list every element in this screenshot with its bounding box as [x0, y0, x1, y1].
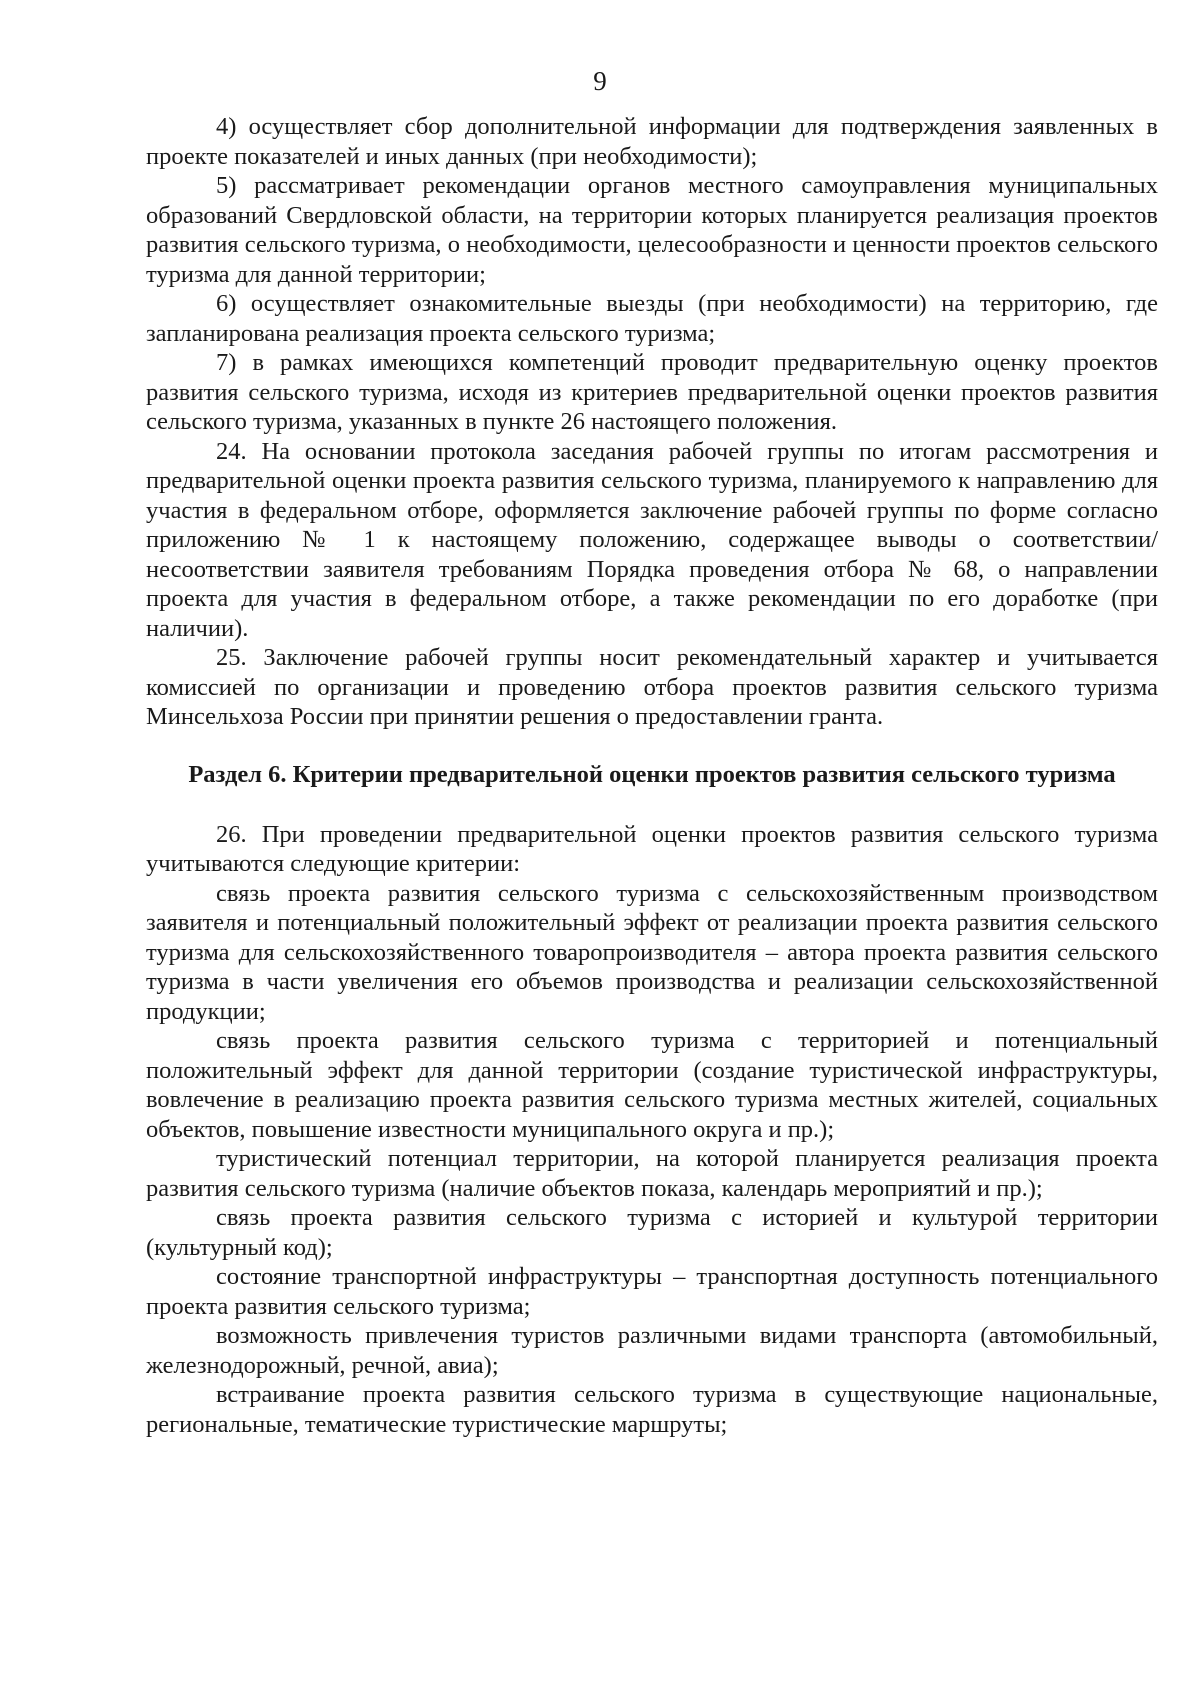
criterion-territory-link: связь проекта развития сельского туризма с территорией и потенциальный положительный эффект для данной территории (создание туристической инфраструктуры, вовлечение в реализацию проекта развития сельского туризма местных жителей, социальных объектов, повышение известности муниципального округа и пр.); [146, 1027, 1158, 1143]
paragraph-clause-26: 26. При проведении предварительной оценки проектов развития сельского туризма учитываются следующие критерии: [146, 820, 1158, 877]
criterion-transport-access: возможность привлечения туристов различными видами транспорта (автомобильный, железнодорожный, речной, авиа); [146, 1322, 1158, 1379]
document-body [146, 112, 1158, 1439]
criterion-transport-infrastructure: состояние транспортной инфраструктуры – транспортная доступность потенциального проекта развития сельского туризма; [146, 1263, 1158, 1320]
paragraph-item-5: 5) рассматривает рекомендации органов местного самоуправления муниципальных образований Свердловской области, на территории которых планируется реализация проектов развития сельского туризма, о необходимости, целесообразности и ценности проектов сельского туризма для данной территории; [146, 172, 1158, 288]
paragraph-item-6: 6) осуществляет ознакомительные выезды (при необходимости) на территорию, где запланирована реализация проекта сельского туризма; [146, 290, 1158, 347]
criterion-routes-integration: встраивание проекта развития сельского туризма в существующие национальные, региональные, тематические туристические маршруты; [146, 1381, 1158, 1438]
criterion-tourist-potential: туристический потенциал территории, на которой планируется реализация проекта развития сельского туризма (наличие объектов показа, календарь мероприятий и пр.); [146, 1145, 1158, 1202]
paragraph-item-7: 7) в рамках имеющихся компетенций проводит предварительную оценку проектов развития сельского туризма, исходя из критериев предварительной оценки проектов развития сельского туризма, указанных в пункте 26 настоящего положения. [146, 349, 1158, 435]
paragraph-item-4: 4) осуществляет сбор дополнительной информации для подтверждения заявленных в проекте показателей и иных данных (при необходимости); [146, 113, 1158, 170]
criterion-agricultural-link: связь проекта развития сельского туризма с сельскохозяйственным производством заявителя и потенциальный положительный эффект от реализации проекта развития сельского туризма для сельскохозяйственного товаропроизводителя – автора проекта развития сельского туризма в части увеличения его объемов производства и реализации сельскохозяйственной продукции; [146, 879, 1158, 1025]
criterion-history-culture: связь проекта развития сельского туризма с историей и культурой территории (культурный код); [146, 1204, 1158, 1261]
paragraph-clause-24: 24. На основании протокола заседания рабочей группы по итогам рассмотрения и предварительной оценки проекта развития сельского туризма, планируемого к направлению для участия в федеральном отборе, оформляется заключение рабочей группы по форме согласно приложению № 1 к настоящему положению, содержащее выводы о соответствии/несоответствии заявителя требованиям Порядка проведения отбора № 68, о направлении проекта для участия в федеральном отборе, а также рекомендации по его доработке (при наличии). [146, 437, 1158, 642]
page-number: 9 [593, 66, 607, 96]
section-heading: Раздел 6. Критерии предварительной оценки проектов развития сельского туризма [188, 760, 1116, 788]
paragraph-clause-25: 25. Заключение рабочей группы носит рекомендательный характер и учитывается комиссией по организации и проведению отбора проектов развития сельского туризма Минсельхоза России при принятии решения о предоставлении гранта. [146, 644, 1158, 730]
